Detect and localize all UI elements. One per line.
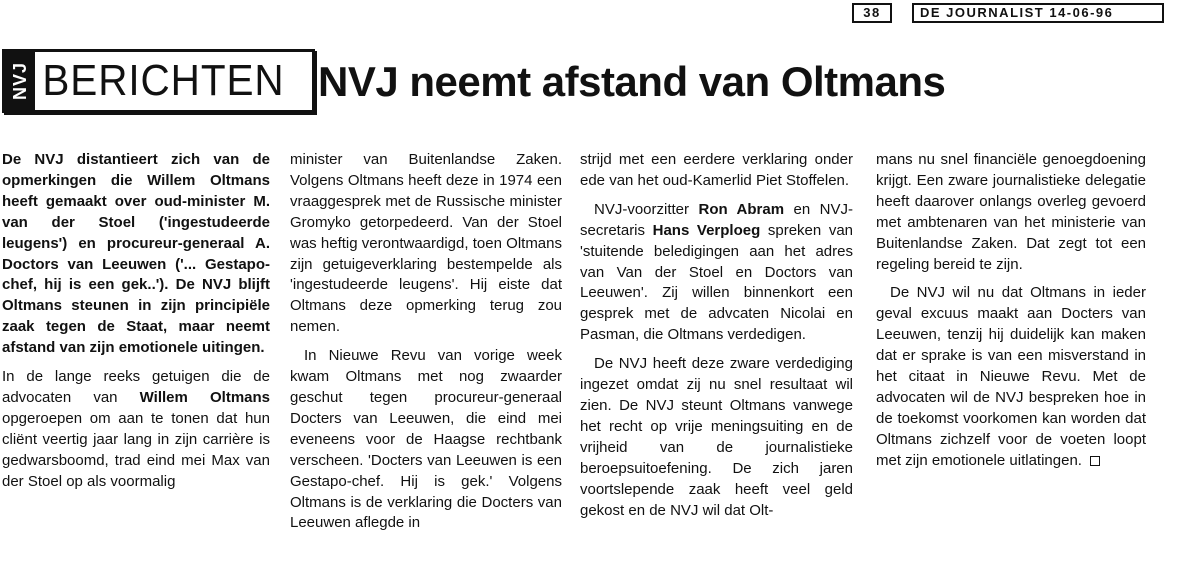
paragraph (580, 200, 853, 346)
article-lead: De NVJ distantieert zich van de opmerkingen die Willem Oltmans heeft gemaakt over oud-minister M. van der Stoel ('ingestudeerde leugens') en procureur-generaal A. Doctors van Leeuwen ('... Gestapo-chef, hij is een gek..'). De NVJ blijft Oltmans steunen in zijn principiële zaak tegen de Staat, maar neemt afstand van zijn emotionele uitingen. (2, 151, 270, 357)
column-1 (2, 150, 270, 493)
section-title: BERICHTEN (42, 56, 285, 105)
paragraph: minister van Buitenlandse Zaken. Volgens Oltmans heeft deze in 1974 een vraaggesprek met de Russische minister Gromyko getorpedeerd. Van der Stoel was heftig verontwaardigd, toen Oltmans zijn getuigeverklaring bestempelde als 'ingestudeerde leugens'. Hij eiste dat Oltmans deze opmerking terug zou nemen. (290, 151, 562, 336)
text-run: De NVJ wil nu dat Oltmans in ieder geval excuus maakt aan Docters van Leeuwen, tenzij hij duidelijk kan maken dat er sprake is van een misverstand in het citaat in Nieuwe Revu. Met de advocaten wil de NVJ bespreken hoe in de toekomst voorkomen kan worden dat Oltmans zichzelf voor de voeten loopt met zijn emotionele uitlatingen. (876, 284, 1146, 469)
article-headline: NVJ neemt afstand van Oltmans (318, 58, 946, 105)
nvj-logo-icon (5, 52, 35, 110)
column-2 (290, 150, 562, 534)
person-name: Hans Verploeg (652, 221, 761, 239)
text-run: spreken van 'stuitende beledigingen aan het adres van Van der Stoel en Doctors van Leeuwen'. Zij willen binnenkort een gesprek met de advcaten Nicolai en Pasman, die Oltmans verdedigen. (580, 221, 854, 344)
text-run: opgeroepen om aan te tonen dat hun cliënt veertig jaar lang in zijn carrière is gedwarsboomd, trad eind mei Max van der Stoel op als voormalig (2, 409, 270, 490)
section-label (2, 49, 315, 113)
text-run: NVJ-voorzitter (594, 200, 699, 218)
masthead: DE JOURNALIST 14-06-96 (912, 3, 1164, 23)
paragraph: In Nieuwe Revu van vorige week kwam Oltmans met nog zwaarder geschut tegen procureur-generaal Docters van Leeuwen, die eind mei eveneens voor de Haagse rechtbank verscheen. 'Docters van Leeuwen is een Gestapo-chef. Hij is gek.' Volgens Oltmans is de verklaring die Docters van Leeuwen aflegde in (290, 347, 562, 532)
paragraph: strijd met een eerdere verklaring onder ede van het oud-Kamerlid Piet Stoffelen. (580, 151, 853, 189)
text-run: en NVJ-secretaris (580, 200, 854, 239)
person-name: Ron Abram (698, 200, 785, 218)
paragraph (876, 283, 1146, 471)
article-body (0, 150, 1200, 562)
text-run: In de lange reeks getuigen die de advocaten van (2, 368, 270, 406)
page-header (852, 3, 1164, 23)
column-4 (876, 150, 1146, 472)
paragraph: mans nu snel financiële genoegdoening krijgt. Een zware journalistieke delegatie heeft daarover onlangs overleg gevoerd met ambtenaren van het ministerie van Buitenlandse Zaken. Dat zegt tot een regeling bereid te zijn. (876, 151, 1146, 273)
person-name: Willem Oltmans (139, 388, 270, 406)
paragraph: De NVJ heeft deze zware verdediging ingezet omdat zij nu snel resultaat wil zien. De NVJ steunt Oltmans vanwege het recht op vrije meningsuiting en de vrijheid van de journalistieke beroepsuitoefening. De zich jaren voortslepende zaak heeft veel geld gekost en de NVJ wil dat Olt- (580, 355, 853, 519)
end-mark-icon (1090, 456, 1100, 466)
column-3 (580, 150, 853, 521)
page-number: 38 (852, 3, 892, 23)
paragraph (2, 367, 270, 492)
nvj-logo-text: NVJ (9, 61, 30, 100)
